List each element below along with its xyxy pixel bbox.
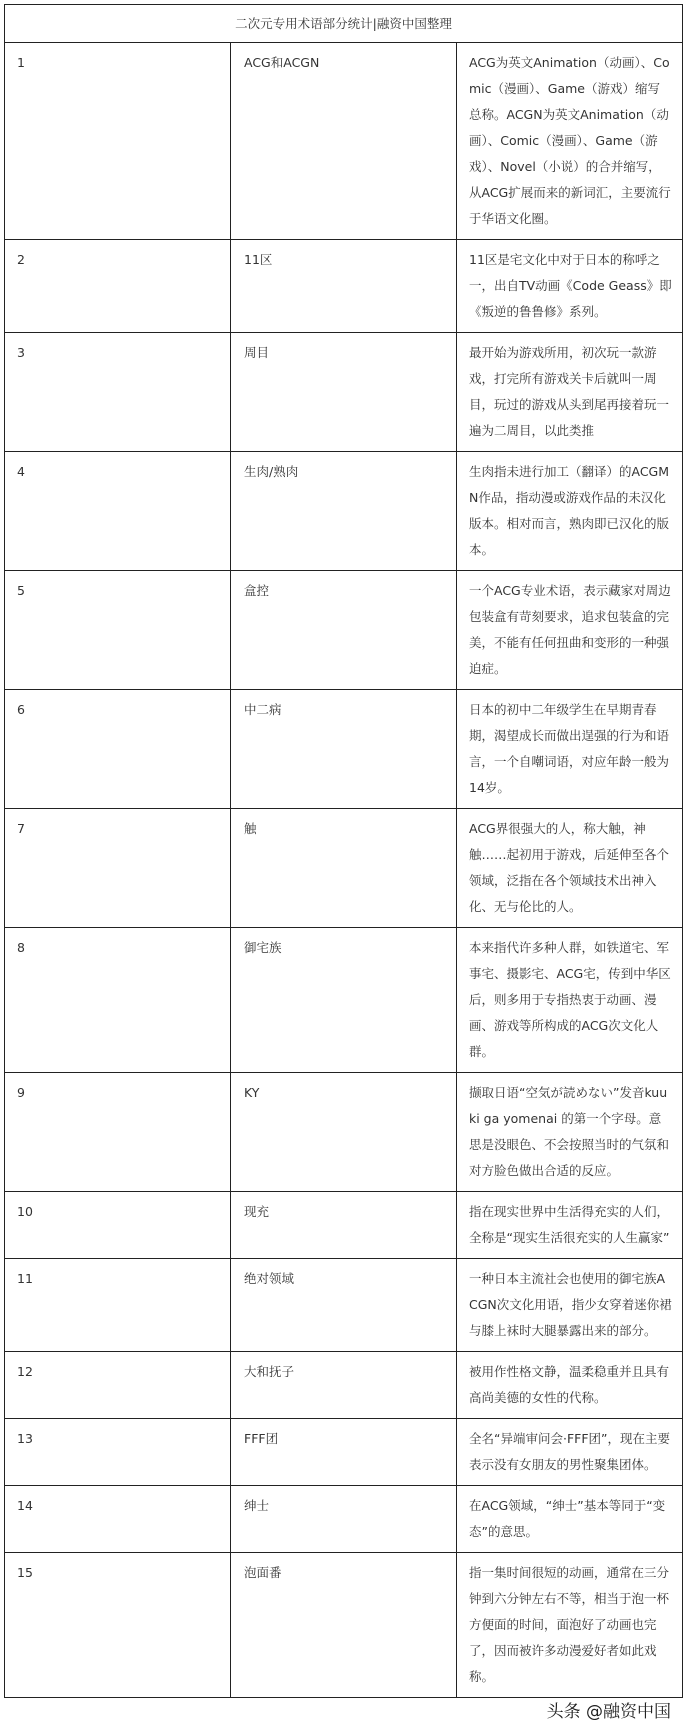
row-number: 9 <box>5 1073 231 1192</box>
description-cell: 在ACG领域，“绅士”基本等同于“变态”的意思。 <box>457 1486 683 1553</box>
term-cell: ACG和ACGN <box>231 43 457 240</box>
table-row <box>5 1419 683 1486</box>
table-row <box>5 333 683 452</box>
term-cell: 11区 <box>231 240 457 333</box>
row-number: 7 <box>5 809 231 928</box>
term-cell: KY <box>231 1073 457 1192</box>
description-cell: ACG界很强大的人，称大触，神触……起初用于游戏，后延伸至各个领域，泛指在各个领域技术出神入化、无与伦比的人。 <box>457 809 683 928</box>
description-cell: 指一集时间很短的动画，通常在三分钟到六分钟左右不等，相当于泡一杯方便面的时间，面泡好了动画也完了，因而被许多动漫爱好者如此戏称。 <box>457 1553 683 1698</box>
row-number: 15 <box>5 1553 231 1698</box>
row-number: 1 <box>5 43 231 240</box>
table-row <box>5 1073 683 1192</box>
table-row <box>5 928 683 1073</box>
row-number: 10 <box>5 1192 231 1259</box>
term-cell: 盒控 <box>231 571 457 690</box>
table-row <box>5 690 683 809</box>
term-cell: 大和抚子 <box>231 1352 457 1419</box>
row-number: 2 <box>5 240 231 333</box>
description-cell: 撷取日语“空気が読めない”发音kuuki ga yomenai 的第一个字母。意思是没眼色、不会按照当时的气氛和对方脸色做出合适的反应。 <box>457 1073 683 1192</box>
description-cell: 指在现实世界中生活得充实的人们，全称是“现实生活很充实的人生赢家” <box>457 1192 683 1259</box>
table-header-row <box>5 5 683 43</box>
description-cell: 最开始为游戏所用，初次玩一款游戏，打完所有游戏关卡后就叫一周目，玩过的游戏从头到尾再接着玩一遍为二周目，以此类推 <box>457 333 683 452</box>
term-cell: 现充 <box>231 1192 457 1259</box>
term-cell: 泡面番 <box>231 1553 457 1698</box>
row-number: 11 <box>5 1259 231 1352</box>
row-number: 3 <box>5 333 231 452</box>
description-cell: 全名“异端审问会·FFF团”，现在主要表示没有女朋友的男性聚集团体。 <box>457 1419 683 1486</box>
description-cell: 一种日本主流社会也使用的御宅族ACGN次文化用语，指少女穿着迷你裙与膝上袜时大腿暴露出来的部分。 <box>457 1259 683 1352</box>
description-cell: 一个ACG专业术语，表示藏家对周边包装盒有苛刻要求，追求包装盒的完美，不能有任何扭曲和变形的一种强迫症。 <box>457 571 683 690</box>
table-row <box>5 43 683 240</box>
row-number: 8 <box>5 928 231 1073</box>
term-cell: 御宅族 <box>231 928 457 1073</box>
description-cell: ACG为英文Animation（动画）、Comic（漫画）、Game（游戏）缩写总称。ACGN为英文Animation（动画）、Comic（漫画）、Game（游戏）、Novel（小说）的合并缩写，从ACG扩展而来的新词汇，主要流行于华语文化圈。 <box>457 43 683 240</box>
row-number: 12 <box>5 1352 231 1419</box>
row-number: 5 <box>5 571 231 690</box>
term-cell: 中二病 <box>231 690 457 809</box>
description-cell: 日本的初中二年级学生在早期青春期，渴望成长而做出逞强的行为和语言，一个自嘲词语，对应年龄一般为14岁。 <box>457 690 683 809</box>
row-number: 4 <box>5 452 231 571</box>
table-row <box>5 1486 683 1553</box>
term-cell: 绅士 <box>231 1486 457 1553</box>
row-number: 13 <box>5 1419 231 1486</box>
description-cell: 本来指代许多种人群，如铁道宅、军事宅、摄影宅、ACG宅，传到中华区后，则多用于专指热衷于动画、漫画、游戏等所构成的ACG次文化人群。 <box>457 928 683 1073</box>
table-row <box>5 571 683 690</box>
watermark: 头条 @融资中国 <box>546 1702 671 1722</box>
table-row <box>5 1553 683 1698</box>
table-row <box>5 1352 683 1419</box>
row-number: 6 <box>5 690 231 809</box>
term-cell: 绝对领域 <box>231 1259 457 1352</box>
table-row <box>5 1259 683 1352</box>
terms-table <box>4 4 683 1698</box>
table-title: 二次元专用术语部分统计|融资中国整理 <box>5 5 683 43</box>
description-cell: 被用作性格文静，温柔稳重并且具有高尚美德的女性的代称。 <box>457 1352 683 1419</box>
term-cell: 生肉/熟肉 <box>231 452 457 571</box>
table-row <box>5 1192 683 1259</box>
table-row <box>5 809 683 928</box>
term-cell: 周目 <box>231 333 457 452</box>
term-cell: 触 <box>231 809 457 928</box>
table-row <box>5 240 683 333</box>
table-row <box>5 452 683 571</box>
row-number: 14 <box>5 1486 231 1553</box>
description-cell: 11区是宅文化中对于日本的称呼之一，出自TV动画《Code Geass》即《叛逆的鲁鲁修》系列。 <box>457 240 683 333</box>
term-cell: FFF团 <box>231 1419 457 1486</box>
description-cell: 生肉指未进行加工（翻译）的ACGMN作品，指动漫或游戏作品的未汉化版本。相对而言，熟肉即已汉化的版本。 <box>457 452 683 571</box>
